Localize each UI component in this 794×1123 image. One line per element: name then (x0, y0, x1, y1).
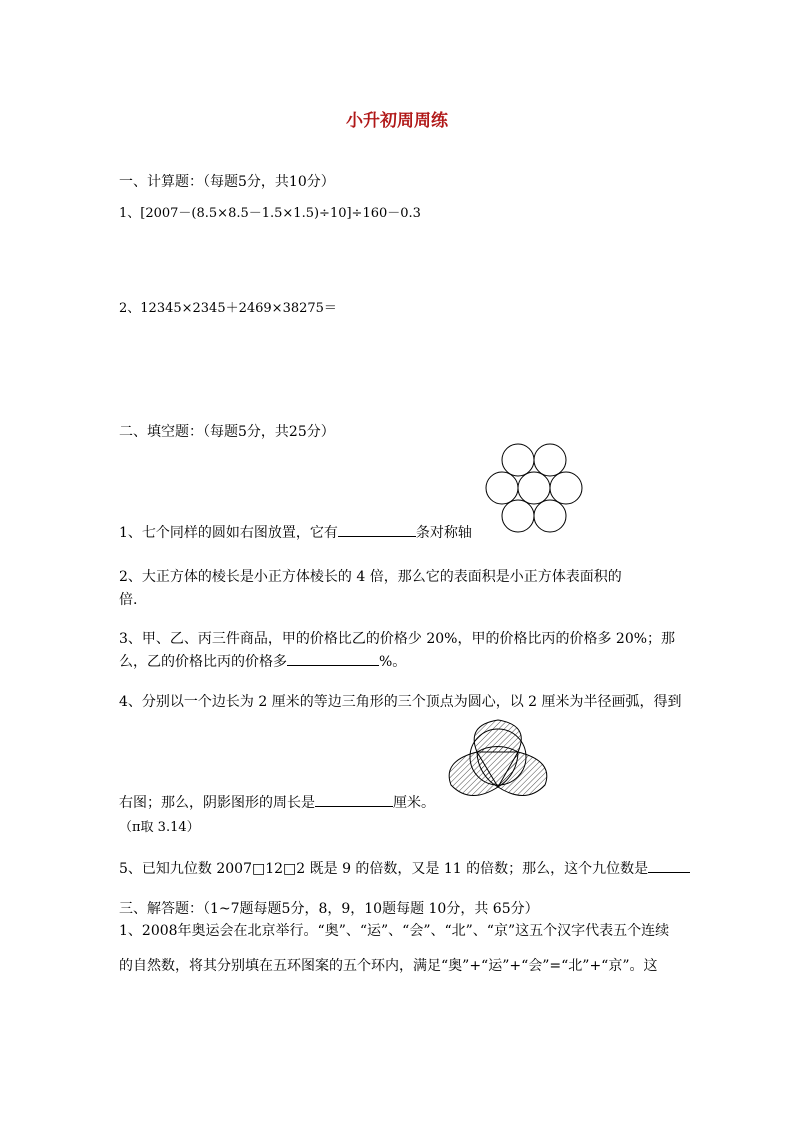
circle (534, 500, 566, 532)
section2-question-3-line2 (119, 651, 406, 671)
answer-blank (648, 859, 690, 873)
section2-question-2-line1: 2、大正方体的棱长是小正方体棱长的 4 倍，那么它的表面积是小正方体表面积的 (119, 569, 622, 585)
section3-heading: 三、解答题：（1~7题每题5分，8，9，10题每题 10分，共 65分） (119, 901, 539, 917)
answer-blank (338, 523, 416, 537)
section2-question-2-line2: 倍. (119, 592, 138, 608)
seven-circles-figure (484, 442, 584, 538)
section2-heading: 二、填空题：（每题5分，共25分） (119, 424, 335, 440)
circle (502, 444, 534, 476)
section1-question-1: 1、[2007－(8.5×8.5－1.5×1.5)÷10]÷160－0.3 (119, 206, 421, 221)
question-text: %。 (379, 654, 407, 670)
question-text: 1、七个同样的圆如右图放置，它有 (119, 525, 338, 541)
section1-question-2: 2、12345×2345＋2469×38275＝ (119, 301, 337, 316)
section2-question-4-line2 (119, 792, 435, 812)
answer-blank (315, 793, 393, 807)
question-text: 厘米。 (393, 795, 435, 811)
section1-heading: 一、计算题：（每题5分，共10分） (119, 174, 335, 190)
page-title: 小升初周周练 (346, 111, 448, 131)
question-text: 条对称轴 (415, 525, 472, 541)
section2-question-4-line1: 4、分别以一个边长为 2 厘米的等边三角形的三个顶点为圆心，以 2 厘米为半径画弧，得到 (119, 694, 682, 710)
answer-blank (287, 652, 379, 666)
section2-question-3-line1: 3、甲、乙、丙三件商品，甲的价格比乙的价格少 20%，甲的价格比丙的价格多 20%；那 (119, 631, 676, 647)
section3-question-1-line2: 的自然数，将其分别填在五环图案的五个环内，满足“奥”+“运”+“会”=“北”+“京”。这 (119, 958, 658, 974)
circle (486, 472, 518, 504)
circle (502, 500, 534, 532)
circle (518, 472, 550, 504)
section2-question-5 (119, 858, 690, 878)
shaded-region (474, 720, 521, 752)
question-text: 5、已知九位数 2007□12□2 既是 9 的倍数，又是 11 的倍数；那么，这个九位数是 (119, 861, 649, 877)
section3-question-1-line1: 1、2008年奥运会在北京举行。“奥”、“运”、“会”、“北”、“京”这五个汉字代表五个连续 (119, 923, 670, 939)
circle (534, 444, 566, 476)
question-text: 么，乙的价格比丙的价格多 (119, 654, 287, 670)
circle (550, 472, 582, 504)
question-text: 右图；那么，阴影图形的周长是 (119, 795, 315, 811)
section2-question-4-note: （π取 3.14） (119, 820, 200, 835)
section2-question-1 (119, 522, 472, 542)
reuleaux-triangle-figure (448, 717, 548, 803)
